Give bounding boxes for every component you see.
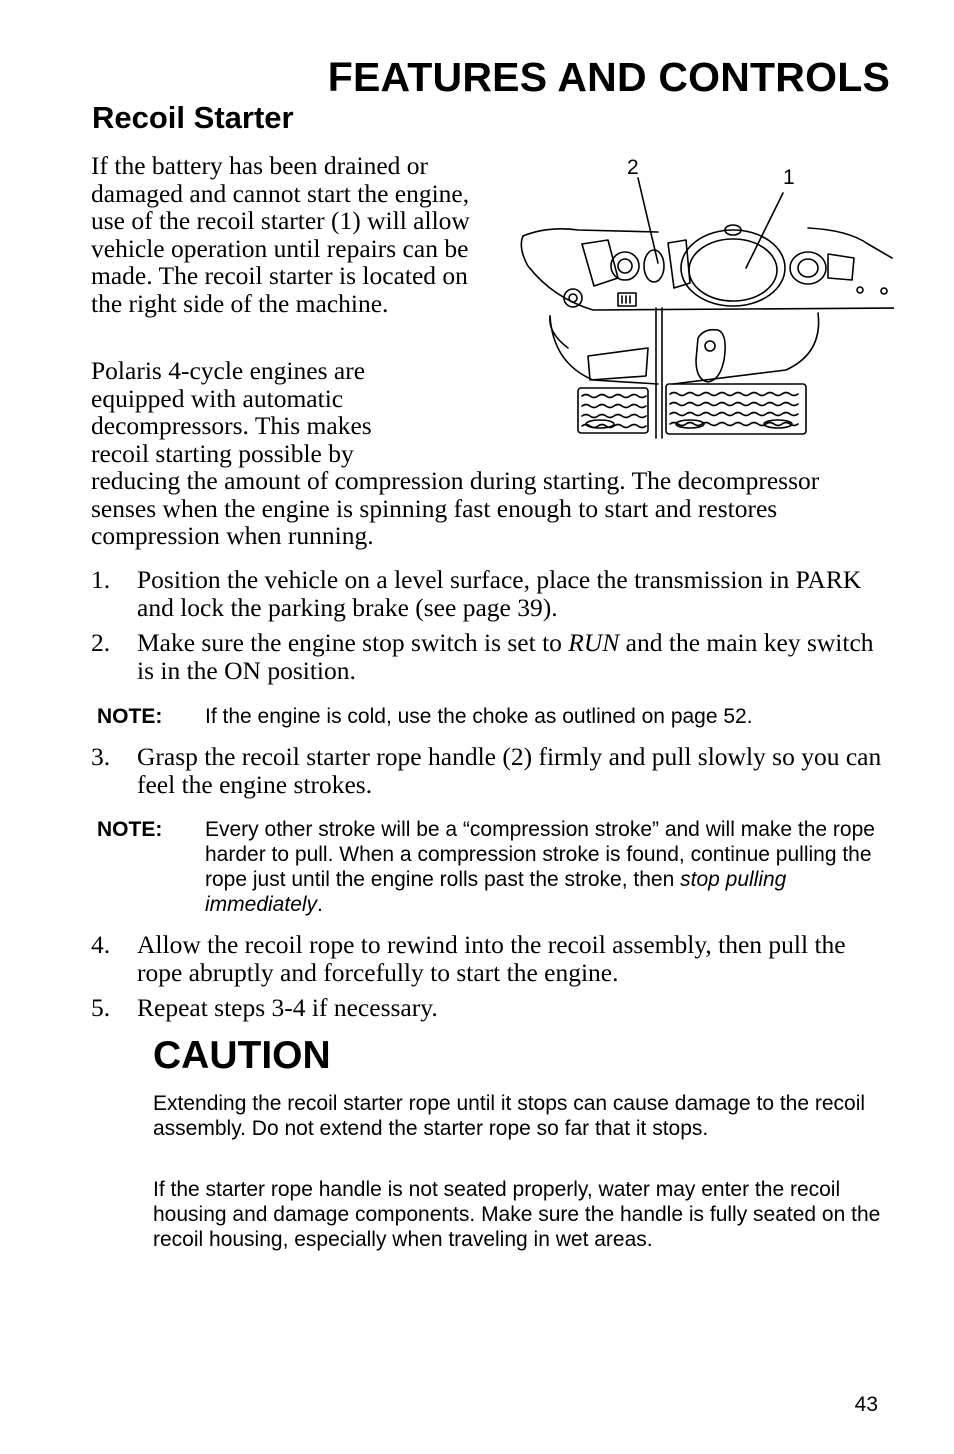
note-emphasis: stop pulling immediately	[205, 868, 787, 916]
caution-paragraph-2: If the starter rope handle is not seated properly, water may enter the recoil housing and damage components. Make sure the handle is fully seated on the recoil housing, especially when traveling in wet areas.	[153, 1178, 881, 1251]
run-emphasis: RUN	[568, 628, 620, 657]
callout-2: 2	[627, 156, 639, 179]
caution-title: CAUTION	[153, 1034, 331, 1077]
step-text: Make sure the engine stop switch is set to RUN and the main key switch is in the ON position.	[137, 628, 874, 685]
list-item	[91, 743, 891, 798]
list-item	[91, 931, 891, 986]
note-label: NOTE:	[97, 705, 163, 728]
intro-paragraph-1: If the battery has been drained or damaged and cannot start the engine, use of the recoil starter (1) will allow vehicle operation until repairs can be made. The recoil starter is located on the right side of the machine.	[91, 151, 470, 318]
step-text: Repeat steps 3-4 if necessary.	[137, 993, 438, 1022]
steps-list-b	[91, 743, 891, 806]
note-text: If the engine is cold, use the choke as outlined on page 52.	[205, 705, 753, 728]
list-item	[91, 994, 891, 1022]
note-label: NOTE:	[97, 818, 163, 841]
note-text: Every other stroke will be a “compression stroke” and will make the rope harder to pull. When a compression stroke is found, continue pulling the rope just until the engine rolls past the stroke, then stop pulling immediately.	[205, 818, 875, 916]
step-number: 1.	[91, 565, 111, 594]
step-number: 4.	[91, 930, 111, 959]
recoil-starter-illustration	[508, 148, 894, 448]
step-text: Position the vehicle on a level surface, place the transmission in PARK and lock the parking brake (see page 39).	[137, 565, 862, 622]
intro-paragraph-2-lead: Polaris 4-cycle engines are equipped with automatic decompressors. This makes recoil starting possible by	[91, 356, 372, 468]
note-compression	[97, 817, 897, 917]
step-text: Grasp the recoil starter rope handle (2) firmly and pull slowly so you can feel the engine strokes.	[137, 742, 882, 799]
callout-1: 1	[783, 166, 795, 189]
section-title: Recoil Starter	[92, 100, 294, 135]
page-number: 43	[854, 1393, 878, 1416]
step-number: 3.	[91, 742, 111, 771]
step-text: Allow the recoil rope to rewind into the recoil assembly, then pull the rope abruptly and forcefully to start the engine.	[137, 930, 846, 987]
page-header: FEATURES AND CONTROLS	[327, 54, 890, 100]
caution-paragraph-1: Extending the recoil starter rope until it stops can cause damage to the recoil assembly. Do not extend the starter rope so far that it stops.	[153, 1092, 866, 1140]
list-item	[91, 629, 891, 684]
note-choke	[97, 704, 897, 729]
step-number: 5.	[91, 993, 111, 1022]
steps-list-c	[91, 931, 891, 1030]
steps-list-a	[91, 566, 891, 692]
callout-1-leader	[746, 193, 783, 268]
step-number: 2.	[91, 628, 111, 657]
list-item	[91, 566, 891, 621]
intro-paragraph-2-rest: reducing the amount of compression during starting. The decompressor senses when the engine is spinning fast enough to start and restores compression when running.	[91, 466, 820, 550]
